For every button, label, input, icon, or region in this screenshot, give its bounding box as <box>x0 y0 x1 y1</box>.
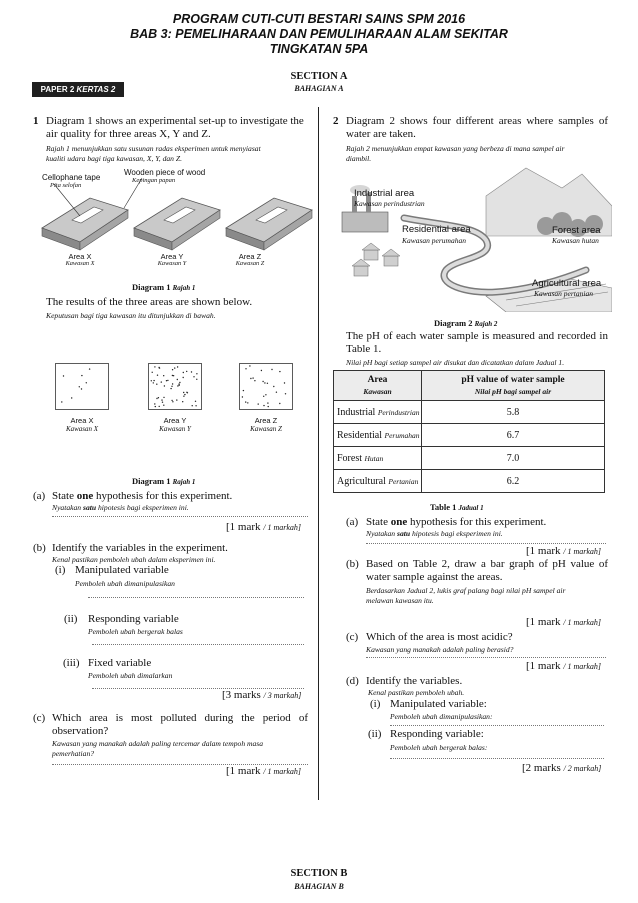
q2-diagram2-caption-mal: Rajah 2 <box>474 320 498 328</box>
q2di-answer-line[interactable] <box>390 725 604 726</box>
paper-badge <box>32 82 124 97</box>
q2b-mal-line2: melawan kawasan itu. <box>366 596 434 605</box>
q1-text-line2: air quality for three areas X, Y and Z. <box>46 128 211 140</box>
q2c-mal: Kawasan yang manakah adalah paling berasid? <box>366 645 514 654</box>
q2c-label: (c) <box>346 631 359 643</box>
result-area-x-mal: Kawasan X <box>65 425 99 433</box>
q1a-text <box>52 490 232 503</box>
result-area-y-mal: Kawasan Y <box>159 425 191 433</box>
setup-area-y-mal: Kawasan Y <box>157 260 187 267</box>
q2a-mal-post: hipotesis bagi eksperimen ini. <box>410 529 503 538</box>
col-ph-label: pH value of water sample <box>461 374 565 385</box>
table-row <box>334 447 605 470</box>
q2c-answer-line[interactable] <box>366 657 606 658</box>
q1biii-label: (iii) <box>63 657 80 669</box>
q2a-text <box>366 516 546 529</box>
q1-results-mal: Keputusan bagi tiga kawasan itu ditunjukkan di bawah. <box>46 311 216 320</box>
q2a-text-bold: one <box>390 516 408 528</box>
setup-area-x: Area X <box>68 252 92 261</box>
q2di-text: Manipulated variable: <box>390 698 487 710</box>
q2-table-caption <box>430 502 484 512</box>
q2-ph-mal: Nilai pH bagi setiap sampel air disukat dan dicatatkan dalam Jadual 1. <box>346 358 565 367</box>
q1-diagram1b-caption <box>132 476 195 486</box>
q1biii-text: Fixed variable <box>88 657 152 669</box>
map-forest-mal: Kawasan hutan <box>552 236 599 245</box>
q1-results-diagram <box>55 363 295 411</box>
q1c-mal-line2: pemerhatian? <box>52 749 95 758</box>
row-ph: 7.0 <box>422 447 605 470</box>
q2-diagram2-caption-main: Diagram 2 <box>434 318 473 328</box>
q2a-marks-main: [1 mark <box>526 545 561 557</box>
q2c-marks-mal: / 1 markah] <box>563 662 602 671</box>
column-divider <box>318 107 319 800</box>
row-ph: 6.7 <box>422 424 605 447</box>
board-z <box>226 198 312 250</box>
q1a-mal-post: hipotesis bagi eksperimen ini. <box>96 503 189 512</box>
ph-table-col-ph <box>422 371 605 401</box>
q2b-marks-main: [1 mark <box>526 616 561 628</box>
q1b-mal: Kenal pastikan pemboleh ubah dalam eksperimen ini. <box>52 555 216 564</box>
label-cellophane: Cellophane tape <box>42 173 101 182</box>
q1a-mal <box>52 503 189 513</box>
q1bi-label: (i) <box>55 564 66 576</box>
paper-badge-mal: KERTAS 2 <box>76 85 116 94</box>
q2a-mal <box>366 529 503 539</box>
q1-diagram1-caption-mal: Rajah 1 <box>172 284 196 292</box>
q2a-text-pre: State <box>366 516 391 528</box>
q2-ph-text-line2: Table 1. <box>346 343 382 355</box>
q2-mal-line1: Rajah 2 menunjukkan empat kawasan yang berbeza di mana sampel air <box>346 144 565 153</box>
row-area-name: Industrial <box>337 406 376 418</box>
table-row <box>334 470 605 493</box>
q1-diagram1-caption <box>132 282 195 292</box>
q2d-marks <box>522 762 601 774</box>
section-b-title: SECTION B <box>290 868 348 879</box>
row-area-mal: Perindustrian <box>377 407 420 417</box>
row-ph: 5.8 <box>422 401 605 424</box>
q1bii-label: (ii) <box>64 613 78 625</box>
q2c-marks-main: [1 mark <box>526 660 561 672</box>
result-area-x: Area X <box>70 416 94 425</box>
q2b-text-line2: water sample against the areas. <box>366 571 503 583</box>
q2-ph-text-line1: The pH of each water sample is measured and recorded in <box>346 330 608 342</box>
row-area <box>334 447 422 470</box>
setup-area-y: Area Y <box>160 252 184 261</box>
q1-diagram1-caption-main: Diagram 1 <box>132 282 171 292</box>
q1a-mal-pre: Nyatakan <box>52 503 84 512</box>
map-residential: Residential area <box>402 224 471 235</box>
q1-results-text: The results of the three areas are shown below. <box>46 296 253 308</box>
map-industrial-mal: Kawasan perindustrian <box>354 199 425 208</box>
q1-diagram1b-caption-main: Diagram 1 <box>132 476 171 486</box>
q2dii-label: (ii) <box>368 728 382 740</box>
q1bi-mal: Pemboleh ubah dimanipulasikan <box>75 579 175 588</box>
row-area <box>334 401 422 424</box>
result-area-y: Area Y <box>163 416 187 425</box>
row-area <box>334 470 422 493</box>
q1b-marks-main: [3 marks <box>222 689 261 701</box>
map-agricultural-mal: Kawasan pertanian <box>534 289 593 298</box>
table-row <box>334 424 605 447</box>
col-area-mal: Kawasan <box>363 386 392 396</box>
row-area-mal: Pertanian <box>388 476 419 486</box>
label-wood-mal: Kepingan papan <box>132 177 176 184</box>
board-x <box>42 198 128 250</box>
row-area <box>334 424 422 447</box>
doc-title-line1: PROGRAM CUTI-CUTI BESTARI SAINS SPM 2016 <box>172 12 466 26</box>
map-industrial: Industrial area <box>354 188 415 199</box>
q1-text-line1: Diagram 1 shows an experimental set-up to investigate the <box>46 115 304 127</box>
row-area-mal: Hutan <box>364 453 384 463</box>
q1b-text: Identify the variables in the experiment. <box>52 542 228 554</box>
setup-area-x-mal: Kawasan X <box>65 260 95 267</box>
table-row <box>334 401 605 424</box>
q2b-text-line1: Based on Table 2, draw a bar graph of pH value of <box>366 558 608 570</box>
row-ph: 6.2 <box>422 470 605 493</box>
q1a-text-pre: State <box>52 490 77 502</box>
q1c-text-line1: Which area is most polluted during the period of <box>52 712 308 724</box>
q2-diagram2-caption <box>434 318 497 328</box>
map-agricultural: Agricultural area <box>532 278 602 289</box>
q1bi-text: Manipulated variable <box>75 564 169 576</box>
q2b-label: (b) <box>346 558 359 570</box>
q1b-label: (b) <box>33 542 46 554</box>
q2d-marks-mal: / 2 markah] <box>563 764 602 773</box>
row-area-name: Forest <box>337 452 362 464</box>
q1a-marks-mal: / 1 markah] <box>263 523 302 532</box>
q2c-text: Which of the area is most acidic? <box>366 631 513 643</box>
q1biii-mal: Pemboleh ubah dimalarkan <box>88 671 173 680</box>
q2a-mal-bold: satu <box>397 529 411 538</box>
paper-badge-main: PAPER 2 <box>40 85 75 94</box>
q2d-marks-main: [2 marks <box>522 762 561 774</box>
q1-mal-line2: kualiti udara bagi tiga kawasan, X, Y, dan Z. <box>46 154 182 163</box>
label-wood: Wooden piece of wood <box>124 168 206 177</box>
q2b-mal-line1: Berdasarkan Jadual 2, lukis graf palang bagi nilai pH sampel air <box>366 586 566 595</box>
q1a-answer-line[interactable] <box>52 516 308 517</box>
q1c-marks <box>226 765 301 777</box>
q1bii-mal: Pemboleh ubah bergerak balas <box>88 627 183 636</box>
q2-table-caption-mal: Jadual 1 <box>458 504 484 512</box>
q1b-marks-mal: / 3 markah] <box>263 691 302 700</box>
q2b-marks <box>526 616 601 628</box>
q1c-marks-main: [1 mark <box>226 765 261 777</box>
doc-title-line2: BAB 3: PEMELIHARAAN DAN PEMULIHARAAN ALAM SEKITAR <box>130 27 508 41</box>
q2d-label: (d) <box>346 675 359 687</box>
section-b-subtitle: BAHAGIAN B <box>294 882 344 891</box>
q2di-label: (i) <box>370 698 381 710</box>
q2dii-answer-line[interactable] <box>390 758 604 759</box>
q1a-mal-bold: satu <box>83 503 97 512</box>
q1c-mal-line1: Kawasan yang manakah adalah paling tercemar dalam tempoh masa <box>52 739 264 748</box>
row-area-mal: Perumahan <box>384 430 420 440</box>
row-area-name: Agricultural <box>337 475 386 487</box>
setup-area-z-mal: Kawasan Z <box>235 260 265 267</box>
q2-text-line2: water are taken. <box>346 128 416 140</box>
q2d-mal: Kenal pastikan pemboleh ubah. <box>368 688 465 697</box>
q2dii-mal: Pemboleh ubah bergerak balas: <box>390 743 488 752</box>
col-ph-mal: Nilai pH bagi sampel air <box>474 386 552 396</box>
map-forest: Forest area <box>552 225 601 236</box>
q1b-marks <box>222 689 301 701</box>
section-a-title: SECTION A <box>290 71 348 82</box>
label-cellophane-mal: Pita selofan <box>50 182 82 189</box>
q1c-marks-mal: / 1 markah] <box>263 767 302 776</box>
q2a-answer-line[interactable] <box>366 543 606 544</box>
q1-number: 1 <box>33 115 39 127</box>
q1bii-answer-line[interactable] <box>92 644 304 645</box>
q1-diagram1b-caption-mal: Rajah 1 <box>172 478 196 486</box>
ph-table <box>333 370 605 493</box>
q2a-marks <box>526 545 601 557</box>
q1a-text-post: hypothesis for this experiment. <box>93 490 233 502</box>
ph-table-col-area <box>334 371 422 401</box>
col-area-label: Area <box>367 374 388 385</box>
result-area-z: Area Z <box>254 416 278 425</box>
q1c-label: (c) <box>33 712 46 724</box>
setup-area-z: Area Z <box>238 252 262 261</box>
q1a-marks-main: [1 mark <box>226 521 261 533</box>
q1a-label: (a) <box>33 490 46 502</box>
q2a-label: (a) <box>346 516 359 528</box>
q2-number: 2 <box>333 115 339 127</box>
q2di-mal: Pemboleh ubah dimanipulasikan: <box>390 712 493 721</box>
ph-table-header <box>334 371 605 401</box>
q1c-text-line2: observation? <box>52 725 109 737</box>
q2c-marks <box>526 660 601 672</box>
q1bi-answer-line[interactable] <box>88 597 304 598</box>
q1a-marks <box>226 521 301 533</box>
section-a-subtitle: BAHAGIAN A <box>294 84 344 93</box>
q1-mal-line1: Rajah 1 menunjukkan satu susunan radas eksperimen untuk menyiasat <box>46 144 261 153</box>
board-y <box>134 198 220 250</box>
row-area-name: Residential <box>337 429 382 441</box>
doc-title-line3: TINGKATAN 5PA <box>269 42 369 56</box>
q2d-text: Identify the variables. <box>366 675 463 687</box>
q2-text-line1: Diagram 2 shows four different areas where samples of <box>346 115 608 127</box>
q2a-marks-mal: / 1 markah] <box>563 547 602 556</box>
q2-mal-line2: diambil. <box>346 154 372 163</box>
map-residential-mal: Kawasan perumahan <box>402 236 466 245</box>
q1bii-text: Responding variable <box>88 613 179 625</box>
q2dii-text: Responding variable: <box>390 728 484 740</box>
result-area-z-mal: Kawasan Z <box>250 425 282 433</box>
q2a-text-post: hypothesis for this experiment. <box>407 516 547 528</box>
q2b-marks-mal: / 1 markah] <box>563 618 602 627</box>
q2-table-caption-main: Table 1 <box>430 502 457 512</box>
q2a-mal-pre: Nyatakan <box>366 529 398 538</box>
q1a-text-bold: one <box>76 490 94 502</box>
